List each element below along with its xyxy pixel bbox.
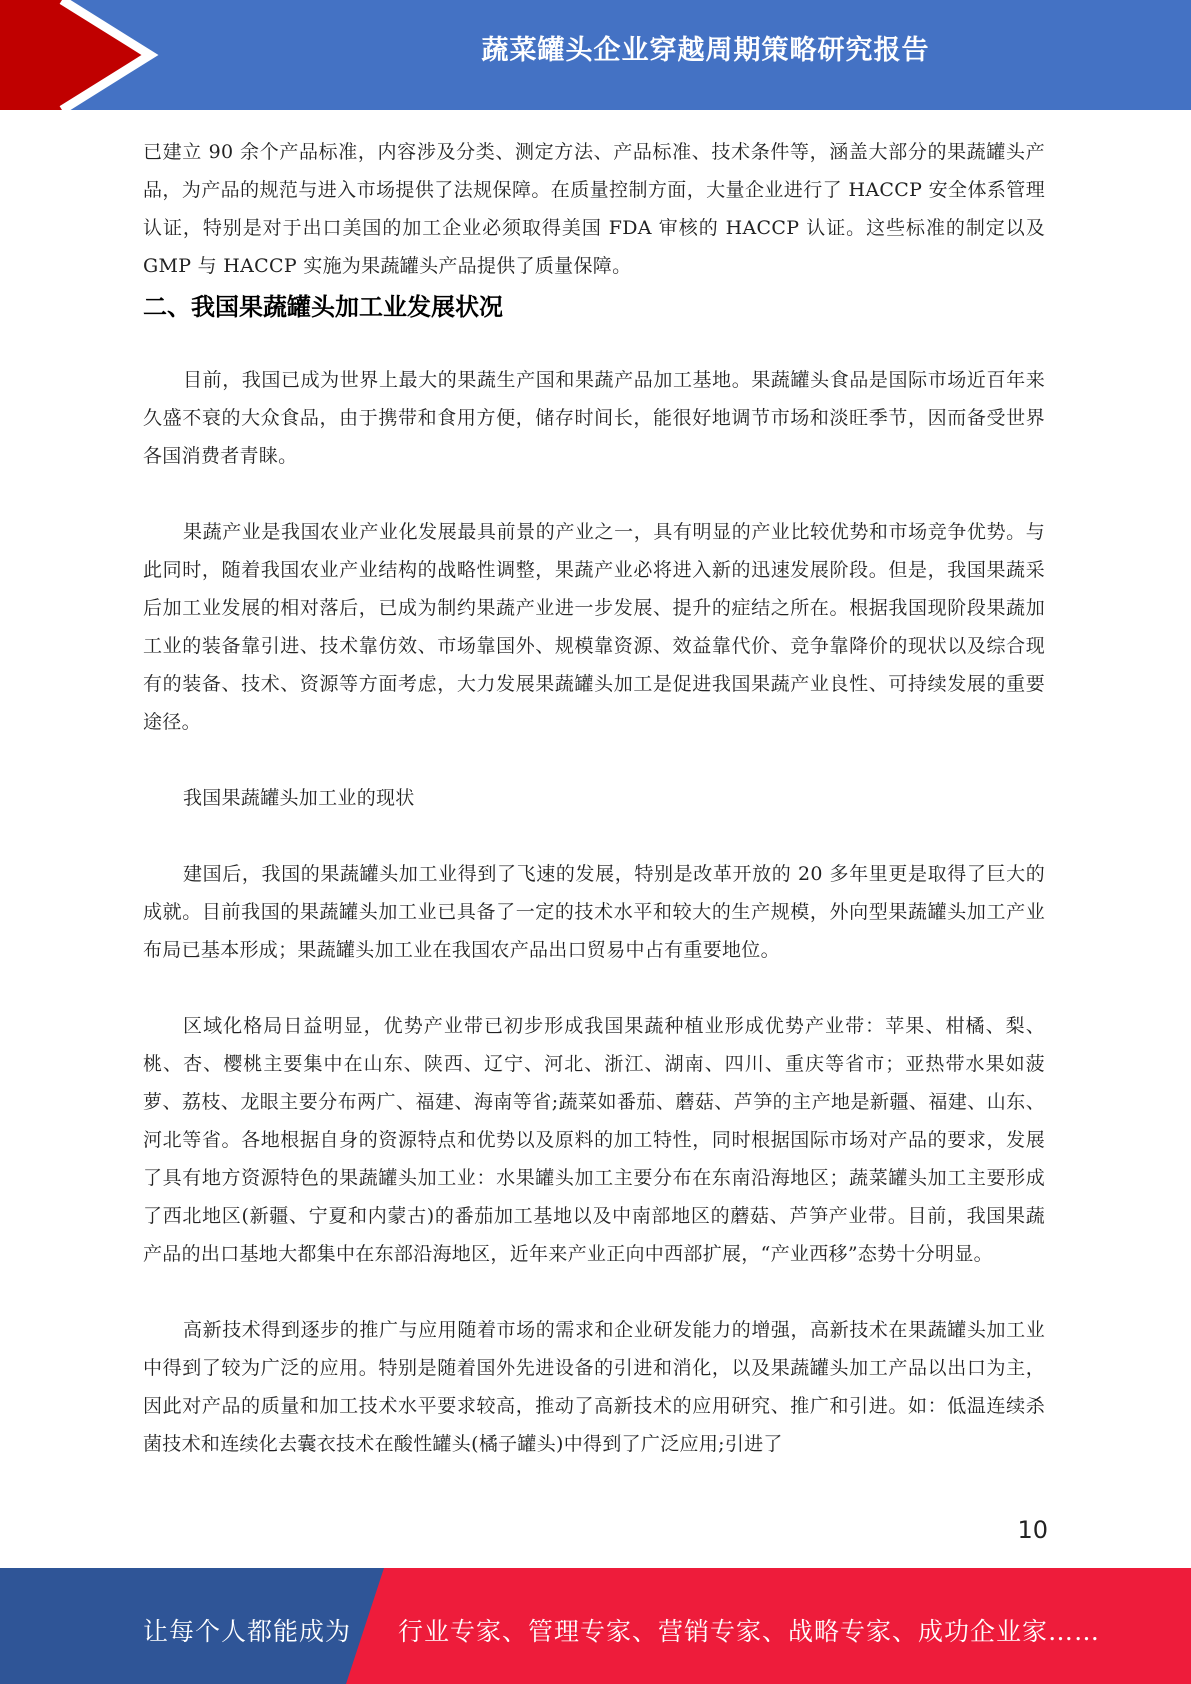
footer-slogan-left: 让每个人都能成为	[143, 1617, 352, 1646]
paragraph-standards: 已建立 90 余个产品标准，内容涉及分类、测定方法、产品标准、技术条件等，涵盖大部分的果蔬罐头产品，为产品的规范与进入市场提供了法规保障。在质量控制方面，大量企业进行了 HACCP 安全体系管理认证，特别是对于出口美国的加工企业必须取得美国 FDA 审核的 HACCP 认证。这些标准的制定以及 GMP 与 HACCP 实施为果蔬罐头产品提供了质量保障。	[143, 141, 1045, 277]
page-header	[0, 0, 1191, 110]
page-footer	[0, 1568, 1191, 1684]
section-heading: 二、我国果蔬罐头加工业发展状况	[143, 293, 503, 321]
paragraph-industry: 果蔬产业是我国农业产业化发展最具前景的产业之一，具有明显的产业比较优势和市场竞争优势。与此同时，随着我国农业产业结构的战略性调整，果蔬产业必将进入新的迅速发展阶段。但是，我国果蔬采后加工业发展的相对落后，已成为制约果蔬产业进一步发展、提升的症结之所在。根据我国现阶段果蔬加工业的装备靠引进、技术靠仿效、市场靠国外、规模靠资源、效益靠代价、竞争靠降价的现状以及综合现有的装备、技术、资源等方面考虑，大力发展果蔬罐头加工是促进我国果蔬产业良性、可持续发展的重要途径。	[143, 521, 1045, 733]
paragraph-development: 建国后，我国的果蔬罐头加工业得到了飞速的发展，特别是改革开放的 20 多年里更是取得了巨大的成就。目前我国的果蔬罐头加工业已具备了一定的技术水平和较大的生产规模，外向型果蔬罐头加工产业布局已基本形成；果蔬罐头加工业在我国农产品出口贸易中占有重要地位。	[143, 863, 1045, 961]
header-title: 蔬菜罐头企业穿越周期策略研究报告	[481, 35, 930, 66]
document-body	[143, 133, 1045, 1463]
paragraph-regional: 区域化格局日益明显，优势产业带已初步形成我国果蔬种植业形成优势产业带：苹果、柑橘、梨、桃、杏、樱桃主要集中在山东、陕西、辽宁、河北、浙江、湖南、四川、重庆等省市；亚热带水果如菠萝、荔枝、龙眼主要分布两广、福建、海南等省;蔬菜如番茄、蘑菇、芦笋的主产地是新疆、福建、山东、河北等省。各地根据自身的资源特点和优势以及原料的加工特性，同时根据国际市场对产品的要求，发展了具有地方资源特色的果蔬罐头加工业：水果罐头加工主要分布在东南沿海地区；蔬菜罐头加工主要形成了西北地区(新疆、宁夏和内蒙古)的番茄加工基地以及中南部地区的蘑菇、芦笋产业带。目前，我国果蔬产品的出口基地大都集中在东部沿海地区，近年来产业正向中西部扩展，“产业西移”态势十分明显。	[143, 1015, 1045, 1265]
subheading-status: 我国果蔬罐头加工业的现状	[183, 787, 415, 809]
paragraph-technology: 高新技术得到逐步的推广与应用随着市场的需求和企业研发能力的增强，高新技术在果蔬罐头加工业中得到了较为广泛的应用。特别是随着国外先进设备的引进和消化，以及果蔬罐头加工产品以出口为主，因此对产品的质量和加工技术水平要求较高，推动了高新技术的应用研究、推广和引进。如：低温连续杀菌技术和连续化去囊衣技术在酸性罐头(橘子罐头)中得到了广泛应用;引进了	[143, 1319, 1045, 1455]
footer-slogan-right: 行业专家、管理专家、营销专家、战略专家、成功企业家……	[398, 1617, 1101, 1646]
paragraph-overview: 目前，我国已成为世界上最大的果蔬生产国和果蔬产品加工基地。果蔬罐头食品是国际市场近百年来久盛不衰的大众食品，由于携带和食用方便，储存时间长，能很好地调节市场和淡旺季节，因而备受世界各国消费者青睐。	[143, 369, 1045, 467]
page-number: 10	[1017, 1516, 1048, 1544]
